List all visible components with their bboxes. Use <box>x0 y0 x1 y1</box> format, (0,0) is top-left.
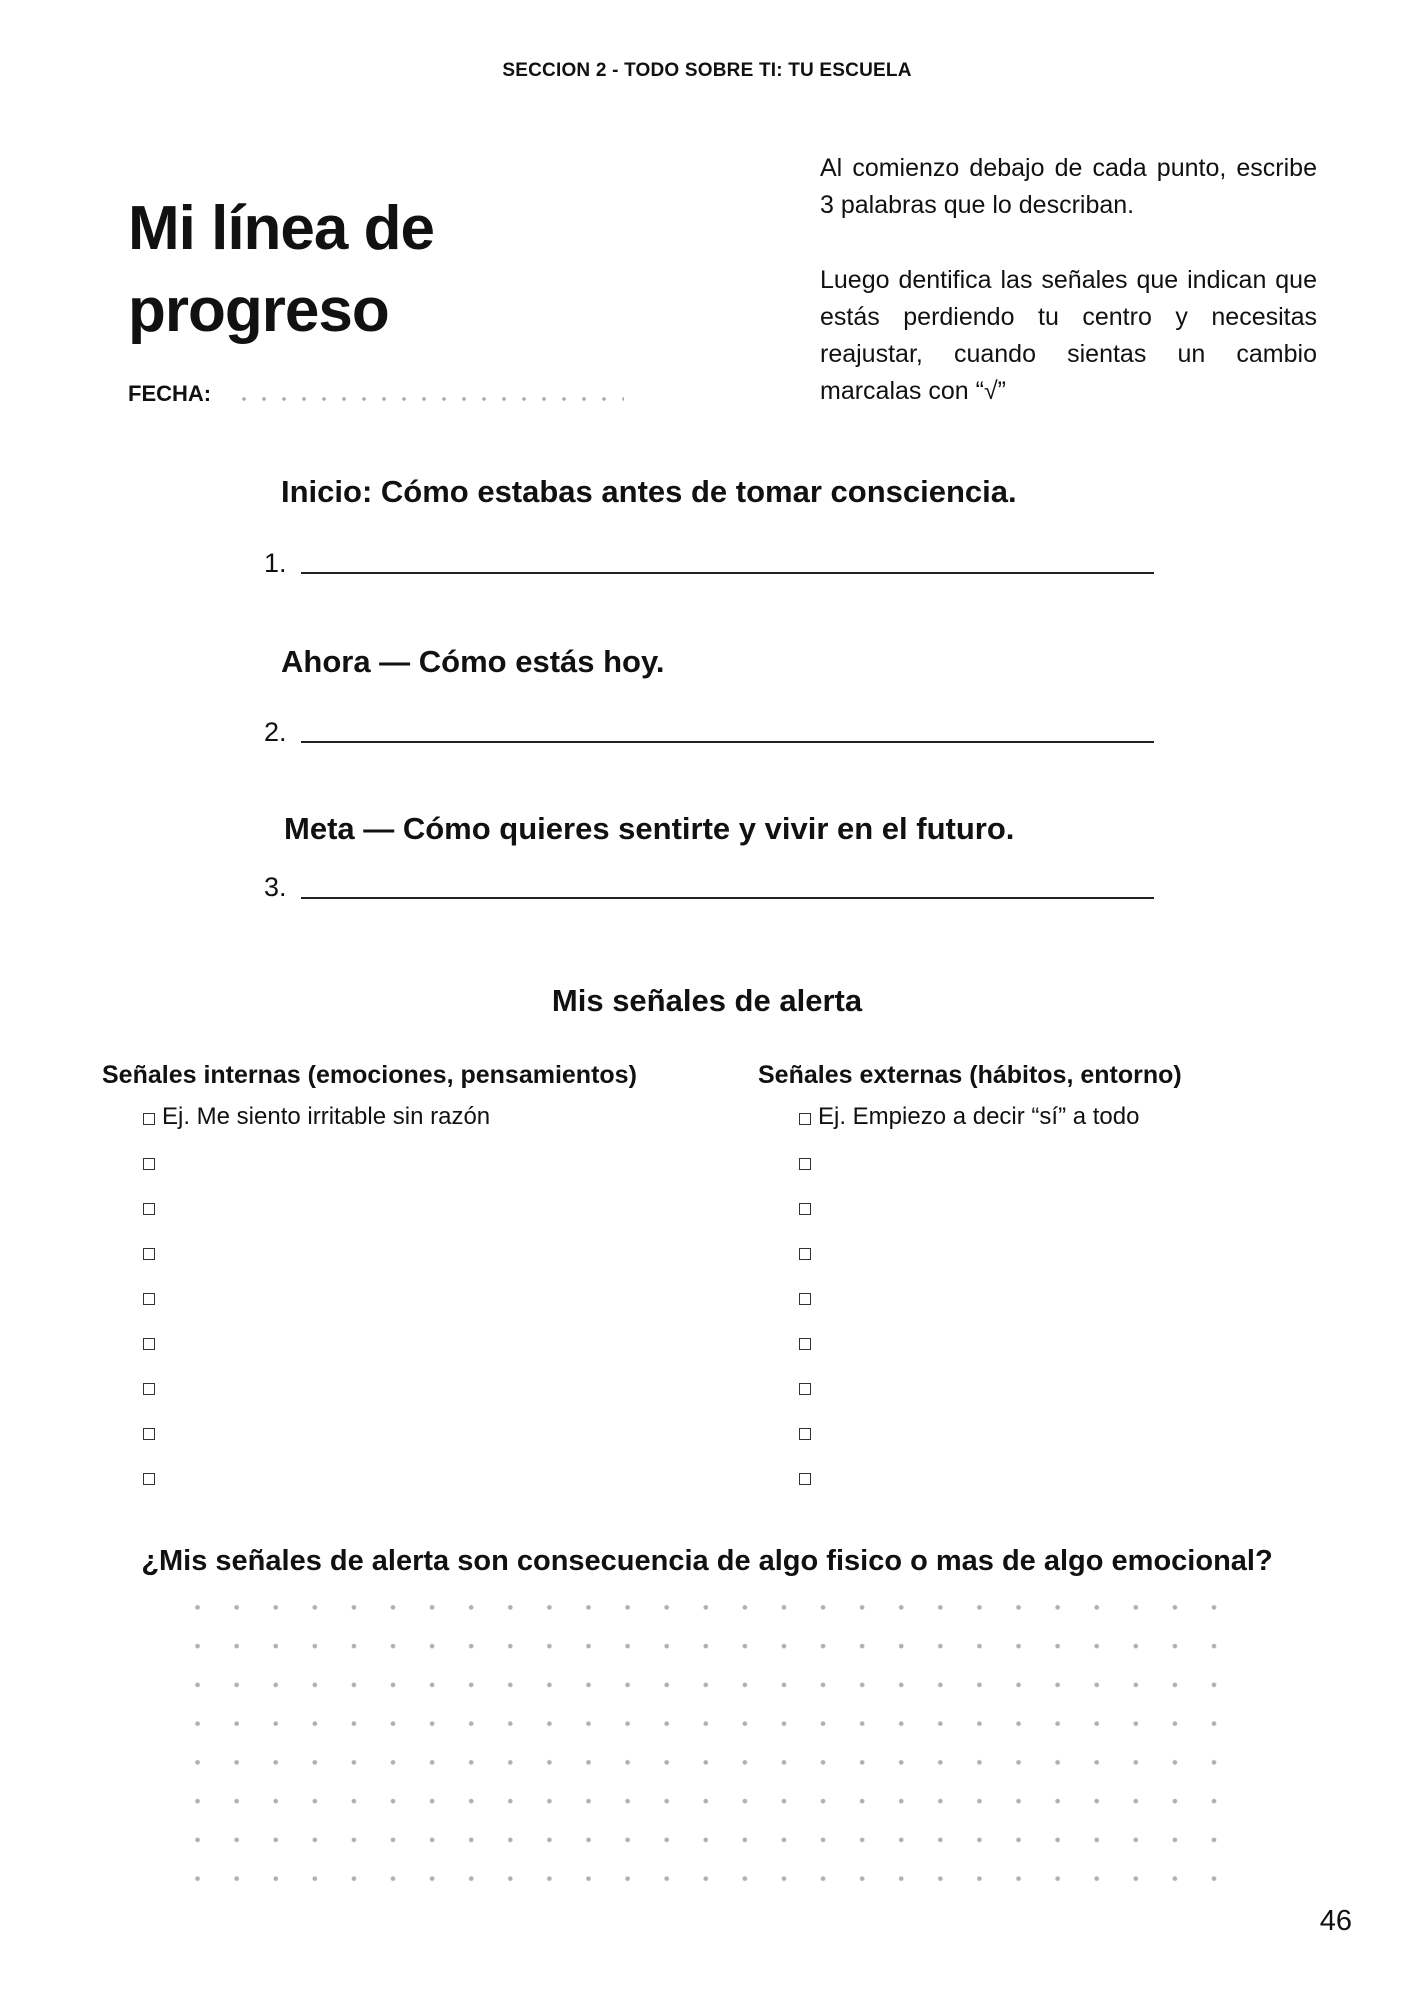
checkbox-icon[interactable] <box>799 1158 811 1170</box>
list-item <box>143 1327 490 1372</box>
writing-dot-grid[interactable] <box>178 1588 1234 1898</box>
list-item <box>143 1282 490 1327</box>
list-item <box>143 1147 490 1192</box>
section-heading-inicio: Inicio: Cómo estabas antes de tomar consciencia. <box>281 474 1017 509</box>
checkbox-icon[interactable] <box>143 1383 155 1395</box>
page-title-line-2: progreso <box>128 276 389 345</box>
date-label: FECHA: <box>128 381 212 406</box>
list-item <box>799 1282 1139 1327</box>
checkbox-icon[interactable] <box>143 1293 155 1305</box>
page-title <box>128 188 688 352</box>
list-item <box>143 1372 490 1417</box>
item-number-2: 2. <box>264 717 287 747</box>
list-item <box>799 1237 1139 1282</box>
external-example-text: Ej. Empiezo a decir “sí” a todo <box>818 1103 1140 1130</box>
checkbox-icon[interactable] <box>799 1473 811 1485</box>
list-item <box>143 1417 490 1462</box>
internal-signals-list <box>143 1102 490 1507</box>
answer-line-1[interactable] <box>301 572 1154 574</box>
checkbox-icon[interactable] <box>799 1338 811 1350</box>
checkbox-icon[interactable] <box>143 1338 155 1350</box>
external-signals-heading: Señales externas (hábitos, entorno) <box>758 1061 1182 1089</box>
checkbox-icon[interactable] <box>143 1158 155 1170</box>
section-heading-meta: Meta — Cómo quieres sentirte y vivir en el futuro. <box>284 811 1015 846</box>
internal-example-text: Ej. Me siento irritable sin razón <box>162 1103 491 1130</box>
date-field[interactable] <box>234 397 624 401</box>
checkbox-icon[interactable] <box>799 1293 811 1305</box>
checkbox-icon[interactable] <box>799 1383 811 1395</box>
instructions-paragraph-1: Al comienzo debajo de cada punto, escribe 3 palabras que lo describan. <box>820 154 1317 219</box>
checkbox-icon[interactable] <box>143 1248 155 1260</box>
list-item <box>799 1462 1139 1507</box>
list-item <box>799 1327 1139 1372</box>
checkbox-icon[interactable] <box>143 1113 155 1125</box>
item-number-1: 1. <box>264 548 287 578</box>
instructions-paragraph-2: Luego dentifica las señales que indican que estás perdiendo tu centro y necesitas reajustar, cuando sientas un cambio marcalas con “√” <box>820 266 1317 405</box>
checkbox-icon[interactable] <box>143 1203 155 1215</box>
answer-line-2[interactable] <box>301 741 1154 743</box>
list-item <box>799 1192 1139 1237</box>
list-item <box>799 1147 1139 1192</box>
list-item <box>143 1237 490 1282</box>
item-number-3: 3. <box>264 872 287 902</box>
internal-signals-heading: Señales internas (emociones, pensamientos) <box>102 1061 637 1089</box>
page-title-line-1: Mi línea de <box>128 194 434 263</box>
alerts-title: Mis señales de alerta <box>551 983 863 1018</box>
checkbox-icon[interactable] <box>799 1428 811 1440</box>
list-item <box>799 1372 1139 1417</box>
list-item <box>799 1102 1139 1147</box>
checkbox-icon[interactable] <box>143 1473 155 1485</box>
section-header: SECCION 2 - TODO SOBRE TI: TU ESCUELA <box>502 60 912 81</box>
checkbox-icon[interactable] <box>799 1248 811 1260</box>
checkbox-icon[interactable] <box>799 1203 811 1215</box>
section-heading-ahora: Ahora — Cómo estás hoy. <box>281 644 665 679</box>
list-item <box>799 1417 1139 1462</box>
page-number: 46 <box>1319 1905 1352 1937</box>
checkbox-icon[interactable] <box>799 1113 811 1125</box>
list-item <box>143 1192 490 1237</box>
external-signals-list <box>799 1102 1139 1507</box>
list-item <box>143 1462 490 1507</box>
checkbox-icon[interactable] <box>143 1428 155 1440</box>
reflection-question: ¿Mis señales de alerta son consecuencia de algo fisico o mas de algo emocional? <box>141 1545 1273 1577</box>
answer-line-3[interactable] <box>301 897 1154 899</box>
list-item <box>143 1102 490 1147</box>
